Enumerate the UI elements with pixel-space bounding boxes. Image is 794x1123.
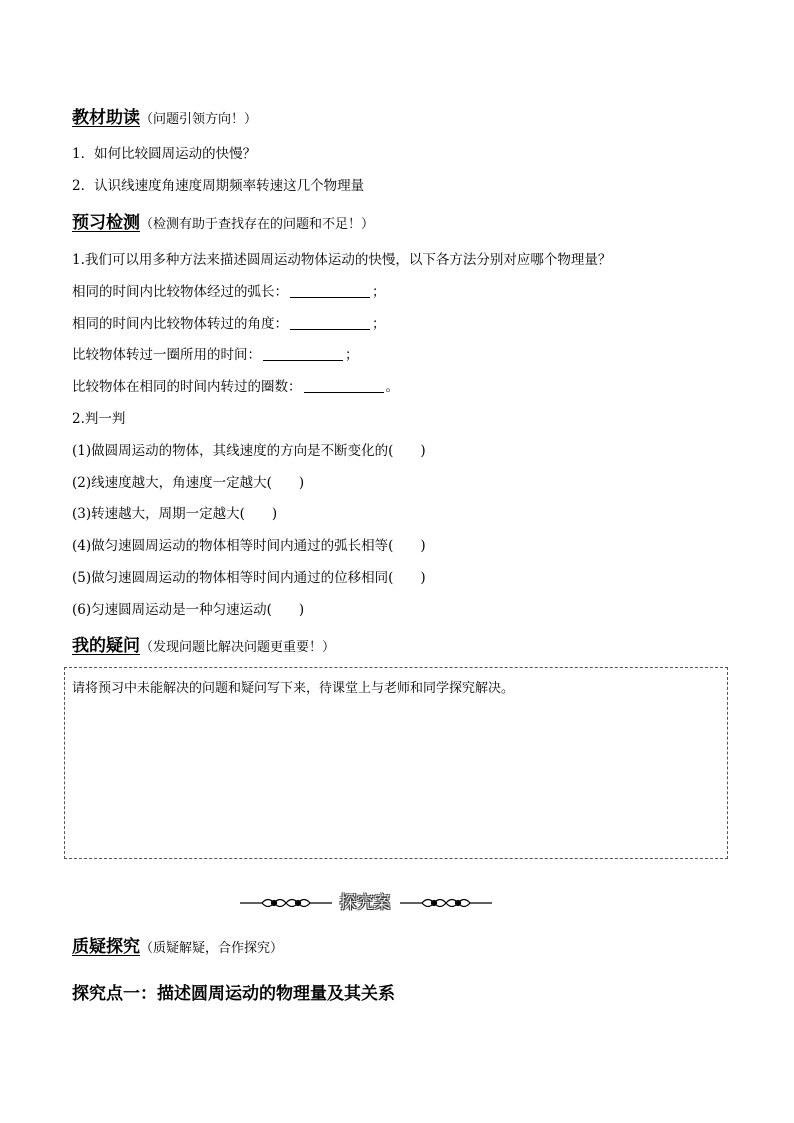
preview-q1-line-1 xyxy=(72,283,386,301)
answer-blank[interactable] xyxy=(263,347,343,361)
explore-note: （质疑解疑，合作探究） xyxy=(140,941,284,956)
questions-title: 我的疑问 xyxy=(72,636,140,656)
guide-item-1: 1．如何比较圆周运动的快慢？ xyxy=(72,146,257,162)
guide-title: 教材助读 xyxy=(72,108,140,128)
line-end: ； xyxy=(372,316,386,332)
guide-item-2: 2．认识线速度角速度周期频率转速这几个物理量 xyxy=(72,178,365,194)
preview-note: （检测有助于查找存在的问题和不足！） xyxy=(140,217,375,232)
guide-note: （问题引领方向！） xyxy=(140,112,258,127)
answer-blank[interactable] xyxy=(290,316,370,330)
line-end: ； xyxy=(345,347,359,363)
judge-item-3: (3)转速越大，周期一定越大( ) xyxy=(72,506,278,522)
preview-q1-prompt: 1.我们可以用多种方法来描述圆周运动物体运动的快慢，以下各方法分别对应哪个物理量？ xyxy=(72,252,612,268)
judge-item-4: (4)做匀速圆周运动的物体相等时间内通过的弧长相等( ) xyxy=(72,538,426,554)
line-end: 。 xyxy=(385,379,399,395)
fill-label: 相同的时间内比较物体经过的弧长： xyxy=(72,284,288,300)
divider-title: 探究案 xyxy=(339,893,391,913)
preview-title: 预习检测 xyxy=(72,213,140,233)
answer-blank[interactable] xyxy=(290,284,370,298)
questions-heading xyxy=(72,635,335,659)
answer-blank[interactable] xyxy=(304,379,384,393)
explore-title: 质疑探究 xyxy=(72,937,140,957)
preview-q1-line-2 xyxy=(72,315,386,333)
questions-note: （发现问题比解决问题更重要！） xyxy=(140,640,336,655)
questions-box[interactable] xyxy=(64,667,728,859)
guide-heading xyxy=(72,107,257,131)
fill-label: 比较物体转过一圈所用的时间： xyxy=(72,347,261,363)
fill-label: 比较物体在相同的时间内转过的圈数： xyxy=(72,379,302,395)
preview-q1-line-4 xyxy=(72,378,399,396)
explore-heading xyxy=(72,936,283,960)
fill-label: 相同的时间内比较物体转过的角度： xyxy=(72,316,288,332)
preview-q2-prompt: 2.判一判 xyxy=(72,411,126,427)
judge-item-1: (1)做圆周运动的物体，其线速度的方向是不断变化的( ) xyxy=(72,443,426,459)
preview-heading xyxy=(72,212,374,236)
judge-item-6: (6)匀速圆周运动是一种匀速运动( ) xyxy=(72,602,305,618)
preview-q1-line-3 xyxy=(72,346,359,364)
line-end: ； xyxy=(372,284,386,300)
questions-box-text: 请将预习中未能解决的问题和疑问写下来，待课堂上与老师和同学探究解决。 xyxy=(72,681,515,696)
judge-item-2: (2)线速度越大，角速度一定越大( ) xyxy=(72,475,305,491)
explore-point-1: 探究点一：描述圆周运动的物理量及其关系 xyxy=(72,984,395,1004)
judge-item-5: (5)做匀速圆周运动的物体相等时间内通过的位移相同( ) xyxy=(72,570,426,586)
